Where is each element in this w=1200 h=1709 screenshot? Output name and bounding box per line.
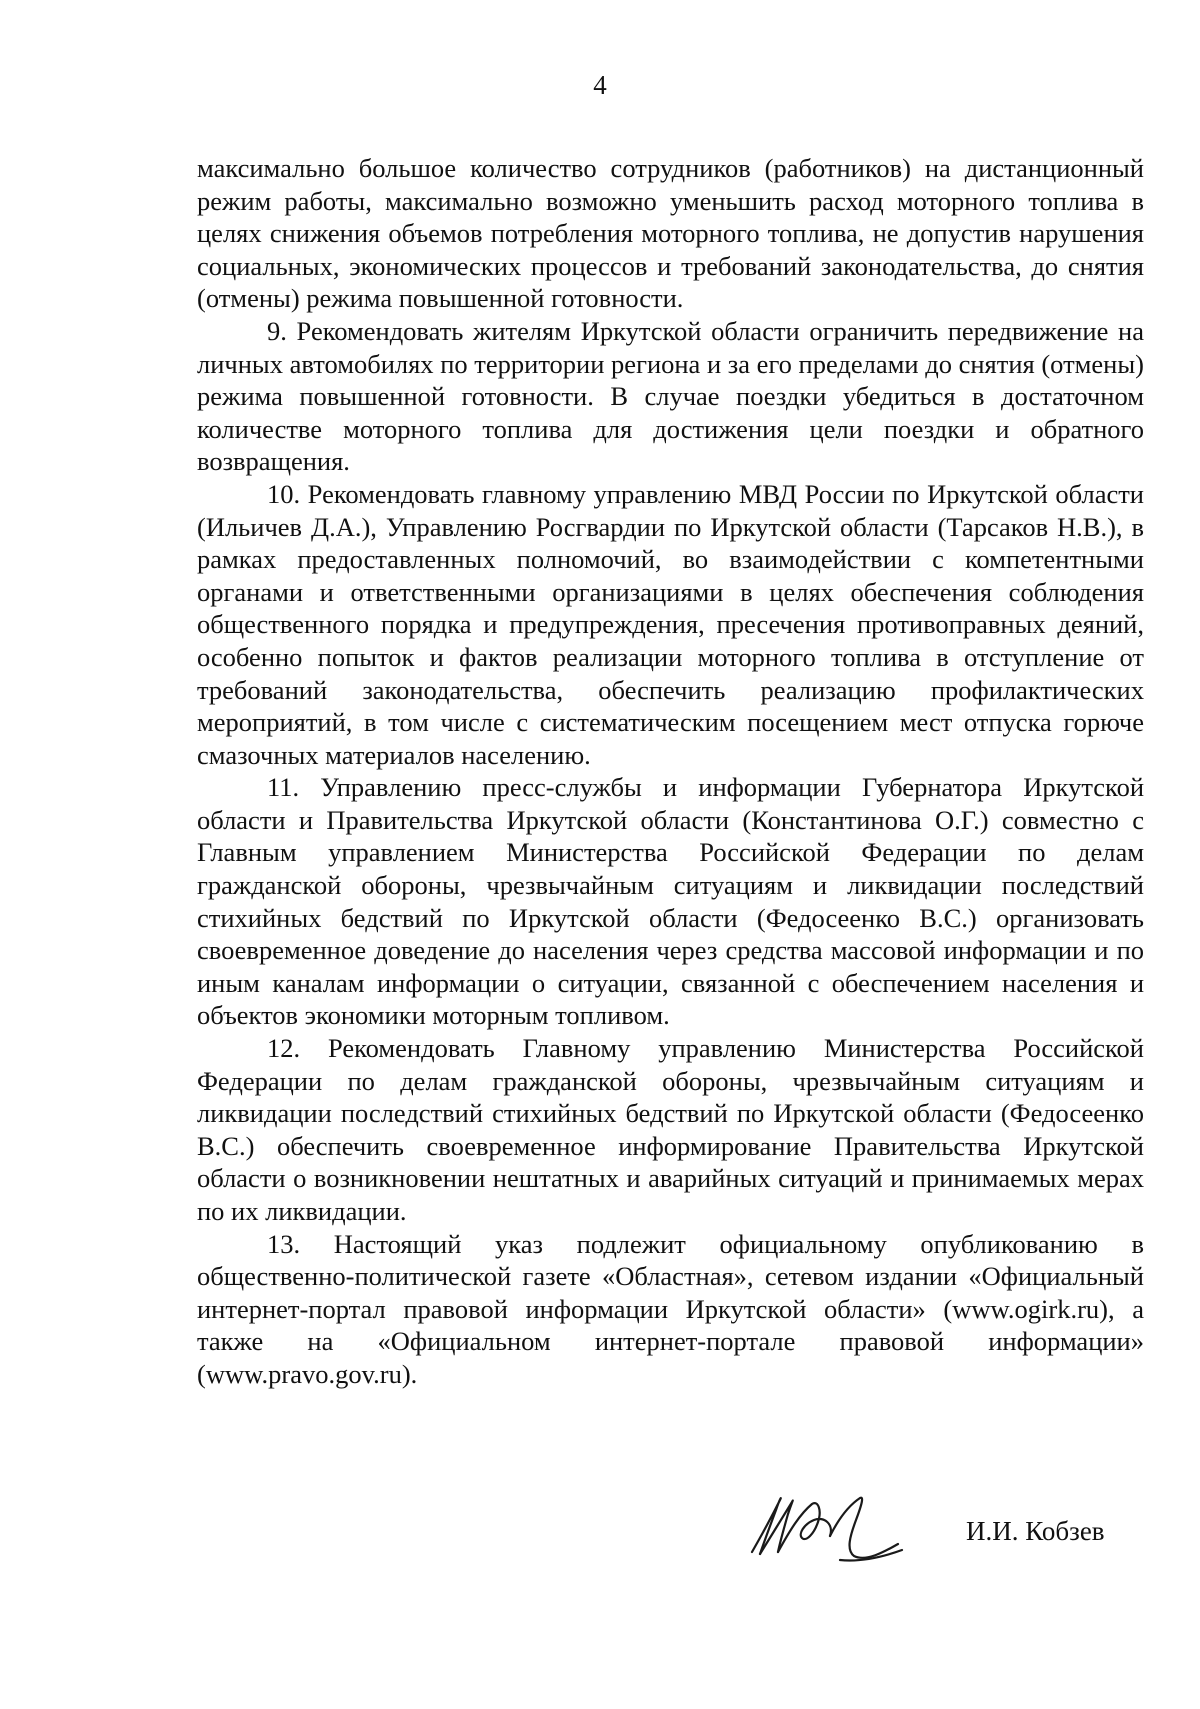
signature-block (730, 1480, 1150, 1570)
document-body (197, 152, 1144, 1391)
signer-name: И.И. Кобзев (966, 1516, 1105, 1546)
paragraph-10: 10. Рекомендовать главному управлению МВД России по Иркутской области (Ильичев Д.А.), Управлению Росгвардии по Иркутской области (Тарсаков Н.В.), в рамках предоставленных полномочий, во взаимодействии с компетентными органами и ответственными организациями в целях обеспечения соблюдения общественного порядка и предупреждения, пресечения противоправных деяний, особенно попыток и фактов реализации моторного топлива в отступление от требований законодательства, обеспечить реализацию профилактических мероприятий, в том числе с систематическим посещением мест отпуска горюче смазочных материалов населению. (197, 478, 1144, 770)
paragraph-13: 13. Настоящий указ подлежит официальному опубликованию в общественно-политической газете «Областная», сетевом издании «Официальный интернет-портал правовой информации Иркутской области» (www.ogirk.ru), а также на «Официальном интернет-портале правовой информации» (www.pravo.gov.ru). (197, 1228, 1144, 1389)
paragraph-continuation: максимально большое количество сотрудников (работников) на дистанционный режим работы, максимально возможно уменьшить расход моторного топлива в целях снижения объемов потребления моторного топлива, не допустив нарушения социальных, экономических процессов и требований законодательства, до снятия (отмены) режима повышенной готовности. (197, 153, 1144, 314)
paragraph-11: 11. Управлению пресс-службы и информации Губернатора Иркутской области и Правительства Иркутской области (Константинова О.Г.) совместно с Главным управлением Министерства Российской Федерации по делам гражданской обороны, чрезвычайным ситуациям и ликвидации последствий стихийных бедствий по Иркутской области (Федосеенко В.С.) организовать своевременное доведение до населения через средства массовой информации и по иным каналам информации о ситуации, связанной с обеспечением населения и объектов экономики моторным топливом. (197, 772, 1144, 1031)
handwritten-signature (730, 1480, 930, 1570)
paragraph-9: 9. Рекомендовать жителям Иркутской области ограничить передвижение на личных автомобилях по территории региона и за его пределами до снятия (отмены) режима повышенной готовности. В случае поездки убедиться в достаточном количестве моторного топлива для достижения цели поездки и обратного возвращения. (197, 315, 1144, 477)
paragraph-12: 12. Рекомендовать Главному управлению Министерства Российской Федерации по делам гражданской обороны, чрезвычайным ситуациям и ликвидации последствий стихийных бедствий по Иркутской области (Федосеенко В.С.) обеспечить своевременное информирование Правительства Иркутской области о возникновении нештатных и аварийных ситуаций и принимаемых мерах по их ликвидации. (197, 1033, 1144, 1226)
page-number: 4 (593, 70, 607, 100)
